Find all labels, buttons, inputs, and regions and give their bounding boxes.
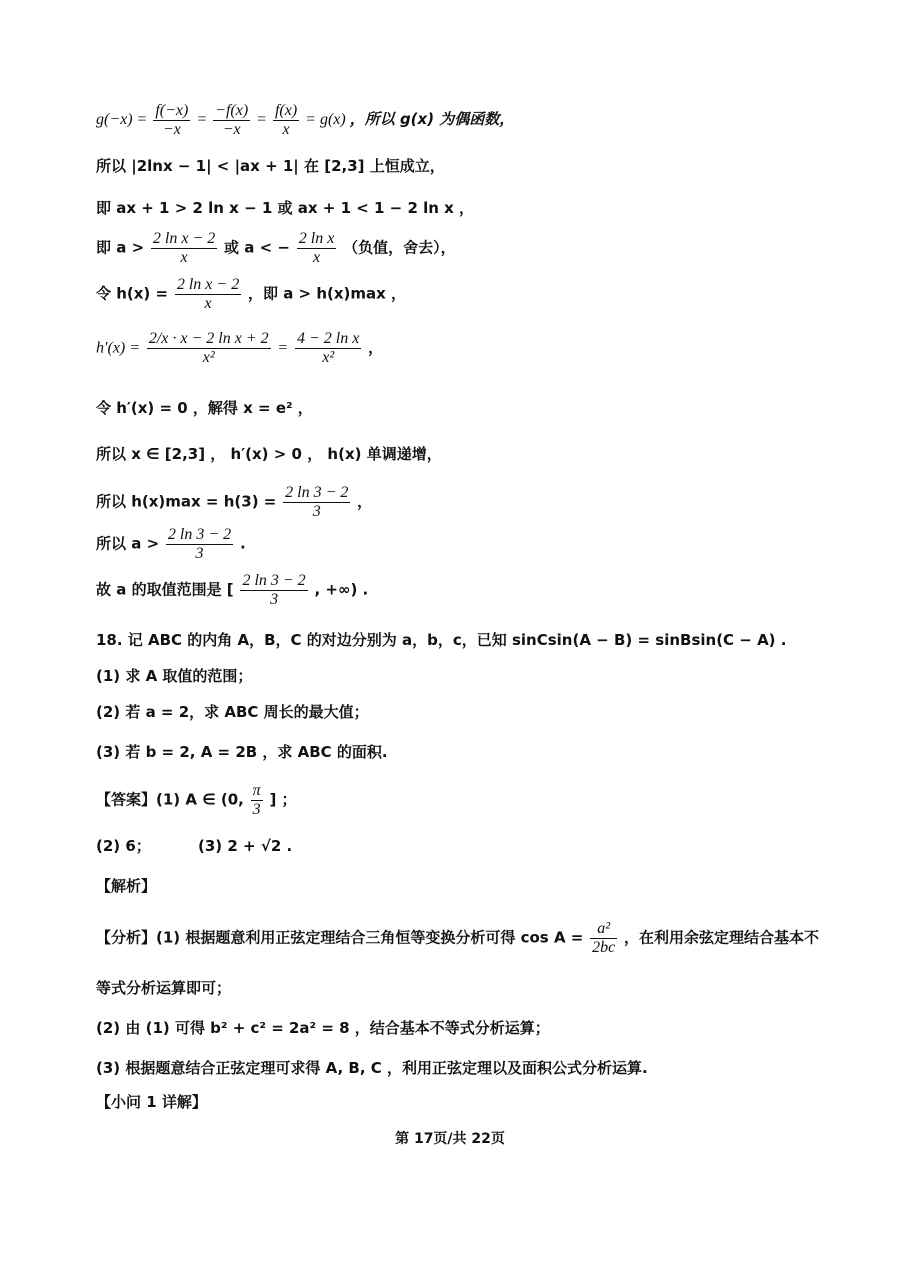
analysis-heading: 【解析】: [96, 877, 157, 895]
a-bound-note: （负值，舍去），: [343, 238, 456, 257]
g-rhs: = g(x): [305, 111, 346, 129]
fraction-h-a: $\frac{\text{2 ln x − 2}}{x}$: [152, 230, 216, 266]
analysis-part-3: (3) 根据题意结合正弦定理可求得 A, B, C ，利用正弦定理以及面积公式分析运算.: [96, 1059, 648, 1077]
analysis-prefix: 【分析】(1) 根据题意利用正弦定理结合三角恒等变换分析可得 cos A =: [96, 928, 584, 947]
analysis-part-1: [96, 920, 819, 957]
h-max-suffix: ，: [357, 492, 373, 511]
text-inequality-holds: 所以 |2lnx − 1| < |ax + 1| 在 [2,3] 上恒成立，: [96, 157, 445, 175]
text-even-function: ，所以 g(x) 为偶函数，: [349, 110, 515, 129]
text-split-cases: 即 ax + 1 > 2 ln x − 1 或 ax + 1 < 1 − 2 ln x ，: [96, 199, 475, 217]
answer-suffix: ] ；: [269, 790, 297, 809]
text-monotonic: 所以 x ∈ [2,3] ， h′(x) > 0 ， h(x) 单调递增，: [96, 445, 442, 463]
a-greater-prefix: 所以 a >: [96, 534, 160, 553]
equation-h-def: [96, 276, 406, 313]
fraction-hmax: $\frac{2 \ln 3 - 2}{3}$: [285, 484, 349, 520]
h-prime-suffix: ，: [368, 338, 384, 357]
fraction-hp1: $\frac{\text{2/x · x − 2 ln x + 2}}{\text{x²}}$: [148, 330, 269, 366]
text-solve-zero: 令 h′(x) = 0 ，解得 x = e² ，: [96, 399, 313, 417]
page-footer: 第 17页/共 22页: [395, 1131, 505, 1147]
answer-part-1: [96, 782, 297, 819]
question-18: 18. 记 ABC 的内角 A，B，C 的对边分别为 a，b，c，已知 sinCsin(A − B) = sinBsin(C − A) .: [96, 631, 787, 649]
fraction-g1: $\frac{f(-x)}{-x}$: [155, 102, 189, 138]
h-max-prefix: 所以 h(x)max = h(3) =: [96, 492, 277, 511]
a-greater-suffix: .: [239, 534, 246, 553]
equation-g-even: [96, 102, 514, 139]
equation-h-derivative: h′(x) = $\frac{\text{2/x · x − 2 ln x + 2}}{\text{x²}}$ = $\frac{\text{4 − 2 ln x}}{\text{x²}}$ ，: [96, 330, 384, 366]
fraction-range: $\frac{2 \ln 3 - 2}{3}$: [242, 572, 306, 608]
answer-part-2: (2) 6；: [96, 837, 151, 855]
equation-a-greater: [96, 526, 246, 563]
h-prime-label: h′(x) =: [96, 339, 141, 357]
fraction-g3: $\frac{f(x)}{x}$: [274, 102, 298, 138]
fraction-h-def: $\frac{\text{2 ln x − 2}}{x}$: [176, 276, 240, 312]
analysis-part-1-cont: 等式分析运算即可；: [96, 979, 232, 997]
question-18-part-3: (3) 若 b = 2, A = 2B ，求 ABC 的面积.: [96, 743, 388, 761]
a-bound-prefix: 即 a >: [96, 238, 145, 257]
fraction-cos-a: $\frac{\text{a²}}{2bc}$: [592, 920, 616, 956]
analysis-suffix: ，在利用余弦定理结合基本不: [624, 928, 820, 947]
sub-question-1-heading: 【小问 1 详解】: [96, 1093, 207, 1111]
answer-part-3: (3) 2 + √2 .: [198, 837, 293, 855]
range-suffix: , +∞) .: [314, 580, 369, 599]
fraction-arange: $\frac{2 \ln 3 - 2}{3}$: [167, 526, 232, 562]
fraction-pi-3: $\frac{\pi}{3}$: [252, 782, 261, 818]
equals-sign: =: [256, 111, 267, 129]
equals-sign: =: [196, 111, 208, 129]
equation-range: [96, 572, 368, 609]
question-18-part-1: (1) 求 A 取值的范围；: [96, 667, 253, 685]
fraction-h-b: $\frac{\text{2 ln x}}{x}$: [298, 230, 335, 266]
g-lhs: g(−x) =: [96, 111, 148, 129]
equation-a-bounds: [96, 230, 456, 267]
h-def-suffix: ，即 a > h(x)max ，: [247, 284, 407, 303]
h-def-prefix: 令 h(x) =: [96, 284, 169, 303]
equation-h-max: [96, 484, 372, 521]
question-18-part-2: (2) 若 a = 2，求 ABC 周长的最大值；: [96, 703, 369, 721]
answer-prefix: 【答案】(1) A ∈ (0,: [96, 790, 244, 809]
fraction-g2: $\frac{-f(x)}{-x}$: [215, 102, 249, 138]
fraction-hp2: $\frac{\text{4 − 2 ln x}}{\text{x²}}$: [297, 330, 360, 366]
a-bound-or: 或 a < −: [224, 238, 290, 257]
range-prefix: 故 a 的取值范围是 [: [96, 580, 234, 599]
analysis-part-2: (2) 由 (1) 可得 b² + c² = 2a² = 8 ，结合基本不等式分析运算；: [96, 1019, 550, 1037]
